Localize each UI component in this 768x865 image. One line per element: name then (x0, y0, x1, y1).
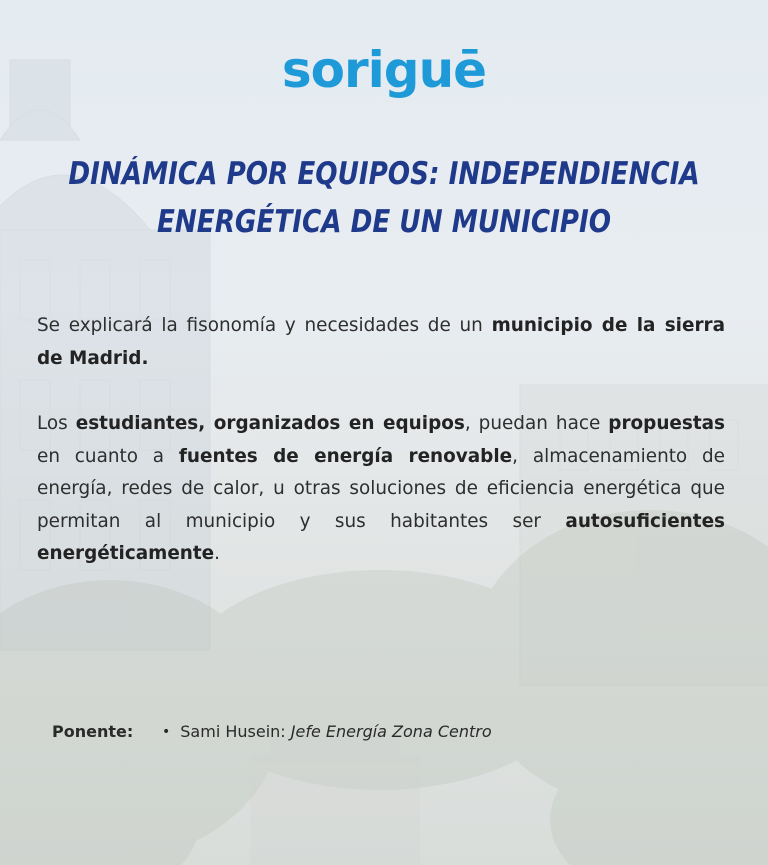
description-paragraph-2 (37, 408, 725, 571)
p2-text-2: , puedan hace (464, 413, 609, 434)
p2-bold-4: autosuficientes energéticamente (37, 510, 725, 564)
page-title (61, 150, 708, 246)
bullet-icon: • (162, 724, 171, 740)
p2-bold-1: estudiantes, organizados en equipos (75, 413, 465, 434)
p2-text-4: , almacenamiento de energía, redes de calor, u otras soluciones de eficiencia energética que permitan al municipio y sus habitantes ser (37, 445, 725, 532)
p1-bold-1: municipio de la sierra de Madrid. (37, 315, 725, 369)
p2-bold-3: fuentes de energía renovable (178, 445, 513, 467)
sorigue-logo: soriguē (281, 41, 487, 99)
speaker-section (52, 720, 492, 744)
speaker-name: Sami Husein: (180, 722, 286, 741)
speaker-role: Jefe Energía Zona Centro (290, 722, 492, 741)
p2-text-5: . (214, 543, 221, 564)
p2-text-1: Los (37, 413, 76, 434)
title-line-2: ENERGÉTICA DE UN MUNICIPIO (156, 204, 612, 240)
speaker-label: Ponente: (52, 722, 134, 741)
title-line-1: DINÁMICA POR EQUIPOS: INDEPENDIENCIA (68, 156, 700, 192)
description-paragraph-1 (37, 310, 725, 375)
p2-bold-2: propuestas (608, 413, 725, 434)
p1-text-1: Se explicará la fisonomía y necesidades de un (37, 315, 492, 336)
p2-text-3: en cuanto a (37, 445, 179, 467)
